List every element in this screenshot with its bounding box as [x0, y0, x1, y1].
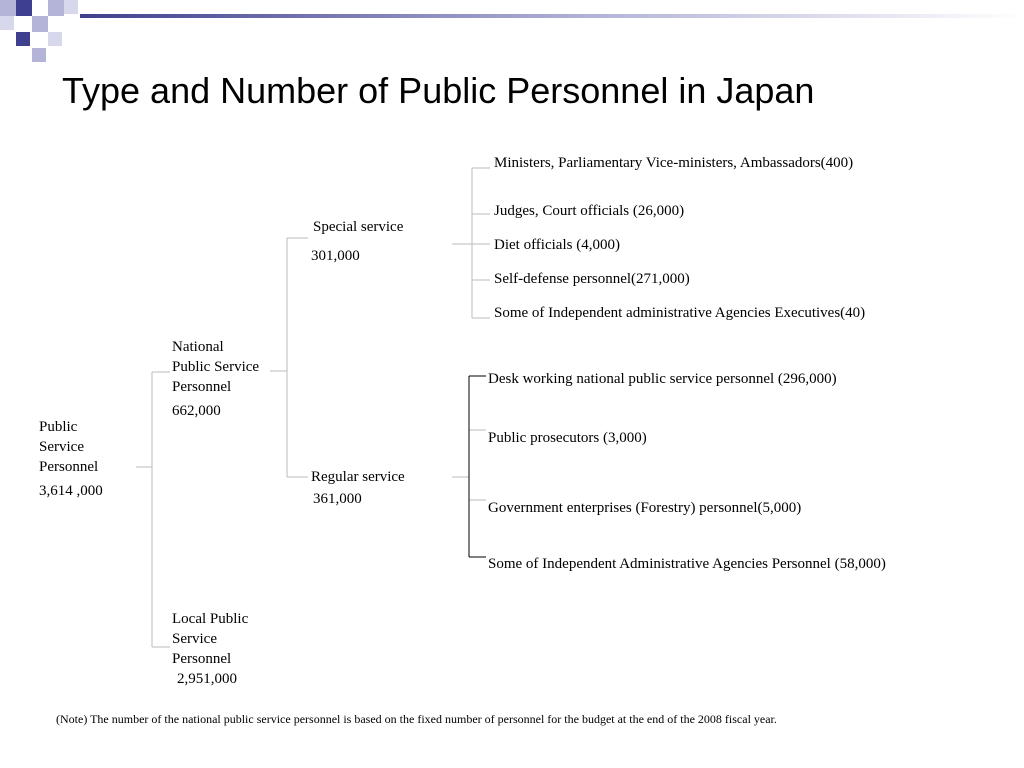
regular-service-value: 361,000 [313, 491, 362, 507]
local-node-value: 2,951,000 [177, 671, 237, 687]
regular-item: Government enterprises (Forestry) personnel(5,000) [488, 500, 802, 516]
root-node-value: 3,614 ,000 [39, 483, 103, 499]
regular-item: Public prosecutors (3,000) [488, 430, 647, 446]
page-title: Type and Number of Public Personnel in Japan [62, 70, 815, 111]
special-item: Judges, Court officials (26,000) [494, 203, 685, 219]
regular-item: Some of Independent Administrative Agencies Personnel (58,000) [488, 556, 886, 572]
root-node-label: Public Service Personnel [39, 419, 99, 475]
local-node-label: Local Public Service Personnel [172, 611, 249, 667]
national-node-label: National Public Service Personnel [172, 339, 260, 395]
footnote: (Note) The number of the national public service personnel is based on the fixed number of personnel for the budget at the end of the 2008 fiscal year. [56, 712, 777, 726]
special-item: Some of Independent administrative Agencies Executives(40) [494, 305, 866, 321]
special-service-label: Special service [313, 219, 404, 235]
special-item: Diet officials (4,000) [494, 237, 620, 253]
regular-item: Desk working national public service personnel (296,000) [488, 371, 837, 387]
national-node-value: 662,000 [172, 403, 221, 419]
regular-service-label: Regular service [311, 469, 405, 485]
special-item: Self-defense personnel(271,000) [494, 271, 690, 287]
special-item: Ministers, Parliamentary Vice-ministers, Ambassadors(400) [494, 155, 854, 171]
special-service-value: 301,000 [311, 248, 360, 264]
